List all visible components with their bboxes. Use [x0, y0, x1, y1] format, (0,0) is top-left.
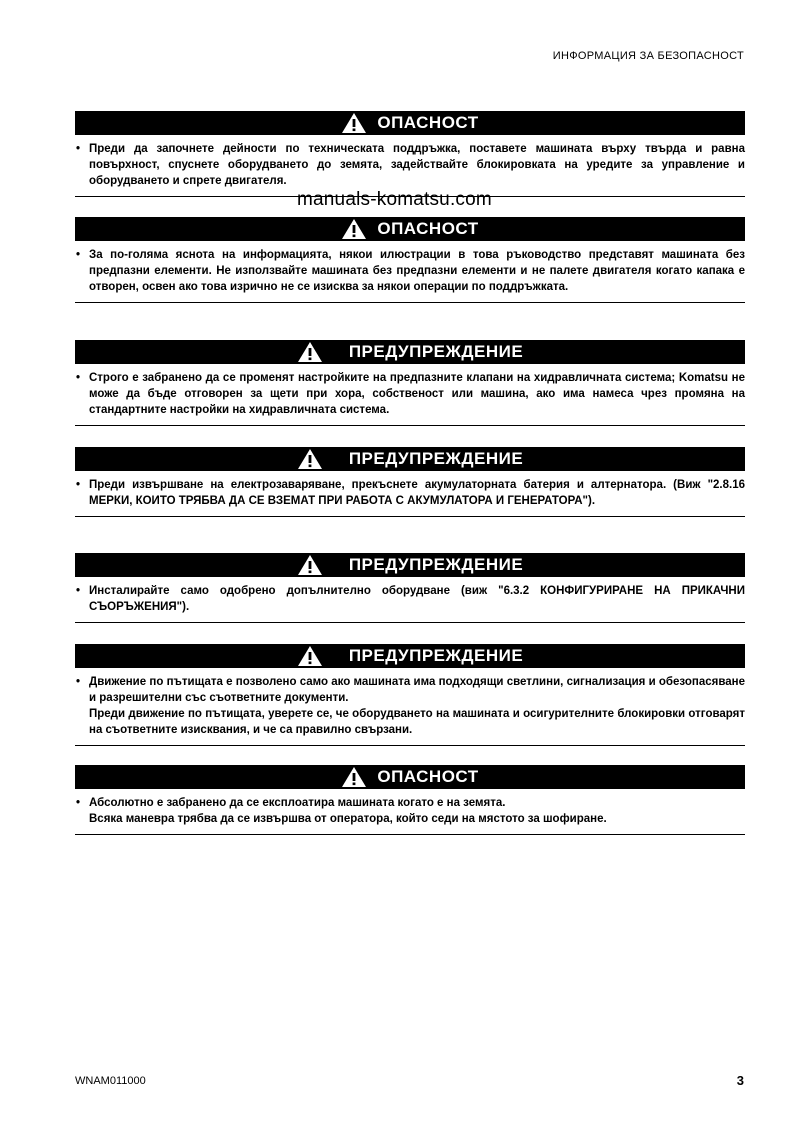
item-text: Строго е забранено да се променят настройките на предпазните клапани на хидравличната система; Komatsu не може да бъде отговорен за щети при хора, собственост или машина, ако има намеса чрез промяна на стандартните настройки на хидравличната система. — [89, 372, 745, 416]
danger-notice — [75, 111, 745, 197]
warning-bar — [75, 447, 745, 471]
watermark: manuals-komatsu.com — [297, 189, 492, 210]
danger-bar — [75, 111, 745, 135]
item-text: Абсолютно е забранено да се експлоатира машината когато е на земята. — [89, 797, 506, 809]
warning-notice — [75, 644, 745, 746]
notice-body — [75, 789, 745, 834]
item-text: За по-голяма яснота на информацията, някои илюстрации в това ръководство представят машината без предпазни елементи. Не използвайте машината без предпазни елементи и не палете двигателя когато капака е отворен, освен ако това изрично не се изисква за някои операции по поддръжката. — [89, 249, 745, 293]
notice-label: ПРЕДУПРЕЖДЕНИЕ — [348, 646, 524, 665]
document-code: WNAM011000 — [75, 1075, 146, 1087]
notice-body — [75, 364, 745, 425]
warning-triangle-icon — [297, 448, 323, 470]
warning-triangle-icon — [297, 554, 323, 576]
warning-triangle-icon — [297, 645, 323, 667]
list-item — [75, 141, 745, 189]
item-text: Инсталирайте само одобрено допълнително оборудване (виж "6.3.2 КОНФИГУРИРАНЕ НА ПРИКАЧНИ СЪОРЪЖЕНИЯ"). — [89, 585, 745, 613]
warning-triangle-icon — [341, 112, 367, 134]
bullet-icon: • — [76, 143, 81, 155]
item-text: Преди извършване на електрозаваряване, прекъснете акумулаторната батерия и алтернатора. (Виж "2.8.16 МЕРКИ, КОИТО ТРЯБВА ДА СЕ ВЗЕМАТ ПРИ РАБОТА С АКУМУЛАТОРА И ГЕНЕРАТОРА"). — [89, 479, 745, 507]
notice-label: ПРЕДУПРЕЖДЕНИЕ — [348, 342, 524, 361]
danger-bar — [75, 765, 745, 789]
notice-body — [75, 577, 745, 622]
warning-notice — [75, 340, 745, 426]
bullet-icon: • — [76, 372, 81, 384]
danger-notice — [75, 217, 745, 303]
bullet-icon: • — [76, 479, 81, 491]
page-number: 3 — [736, 1073, 744, 1088]
notice-label: ОПАСНОСТ — [377, 219, 479, 238]
list-item — [75, 795, 745, 811]
header-title: ИНФОРМАЦИЯ ЗА БЕЗОПАСНОСТ — [552, 50, 744, 62]
danger-bar — [75, 217, 745, 241]
warning-notice — [75, 553, 745, 623]
list-item — [75, 247, 745, 295]
notice-label: ПРЕДУПРЕЖДЕНИЕ — [348, 449, 524, 468]
warning-bar — [75, 340, 745, 364]
warning-triangle-icon — [341, 218, 367, 240]
warning-triangle-icon — [341, 766, 367, 788]
bullet-icon: • — [76, 676, 81, 688]
list-item — [75, 674, 745, 706]
notice-label: ОПАСНОСТ — [377, 767, 479, 786]
notice-body — [75, 135, 745, 196]
warning-notice — [75, 447, 745, 517]
notice-body — [75, 241, 745, 302]
item-text: Преди да започнете дейности по техническата поддръжка, поставете машината върху твърда и равна повърхност, спуснете оборудването до земята, задействайте блокировката на уредите за управление и оборудването и спрете двигателя. — [89, 143, 745, 187]
notice-body — [75, 471, 745, 516]
list-item — [75, 477, 745, 509]
bullet-icon: • — [76, 585, 81, 597]
notice-body — [75, 668, 745, 745]
notice-label: ПРЕДУПРЕЖДЕНИЕ — [348, 555, 524, 574]
notice-label: ОПАСНОСТ — [377, 113, 479, 132]
list-item — [75, 583, 745, 615]
item-text: Преди движение по пътищата, уверете се, че оборудването на машината и осигурителните блокировки отговарят на съответните изисквания, и че са правилно свързани. — [89, 708, 745, 736]
warning-bar — [75, 644, 745, 668]
list-item-continuation — [75, 706, 745, 738]
danger-notice — [75, 765, 745, 835]
list-item — [75, 370, 745, 418]
bullet-icon: • — [76, 797, 81, 809]
list-item-continuation — [75, 811, 745, 827]
warning-bar — [75, 553, 745, 577]
warning-triangle-icon — [297, 341, 323, 363]
bullet-icon: • — [76, 249, 81, 261]
item-text: Всяка маневра трябва да се извършва от оператора, който седи на мястото за шофиране. — [89, 813, 607, 825]
item-text: Движение по пътищата е позволено само ако машината има подходящи светлини, сигнализация и обезопасяване и разрешителни със съответните документи. — [89, 676, 745, 704]
